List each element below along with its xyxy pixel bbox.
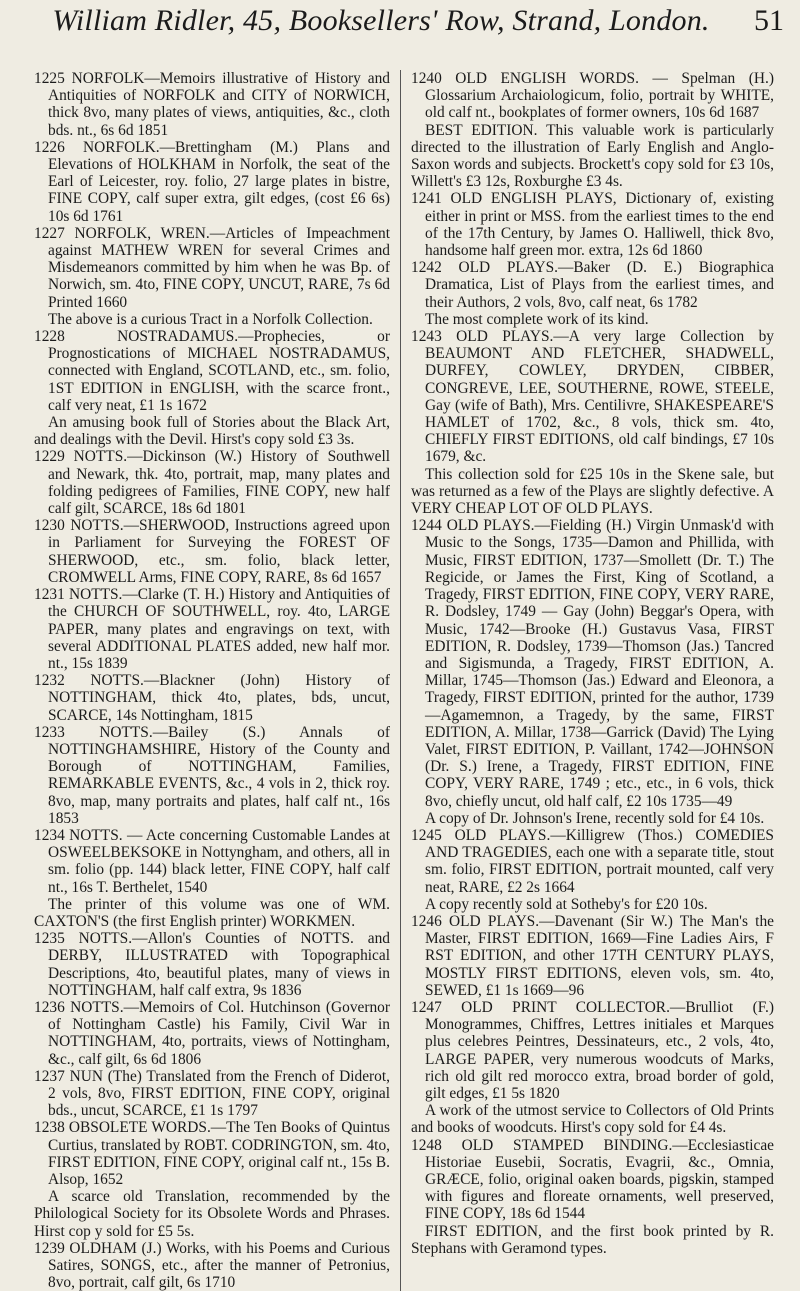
right-column bbox=[401, 70, 784, 1291]
catalogue-entry: 1243 OLD PLAYS.—A very large Collection by BEAUMONT AND FLETCHER, SHADWELL, DURFEY, COWLEY, DRYDEN, CIBBER, CONGREVE, LEE, SOUTHERNE, ROWE, STEELE, Gay (wife of Bath), Mrs. Centilivre, SHAKESPEARE'S HAMLET of 1702, &c., 8 vols, thick sm. 4to, CHIEFLY FIRST EDITIONS, old calf bindings, £7 10s 1679, &c. bbox=[411, 328, 774, 466]
catalogue-entry: 1229 NOTTS.—Dickinson (W.) History of Southwell and Newark, thk. 4to, portrait, map, many plates and folding pedigrees of Families, FINE COPY, new half calf gilt, SCARCE, 18s 6d 1801 bbox=[34, 448, 390, 518]
catalogue-entry: 1233 NOTTS.—Bailey (S.) Annals of NOTTINGHAMSHIRE, History of the County and Borough of NOTTINGHAM, Families, REMARKABLE EVENTS, &c., 4 vols in 2, thick roy. 8vo, map, many portraits and plates, half calf nt., 16s 1853 bbox=[34, 723, 390, 827]
catalogue-entry: 1234 NOTTS. — Acte concerning Customable Landes at OSWEELBEKSOKE in Nottyngham, and others, all in sm. folio (pp. 144) black letter, FINE COPY, half calf nt., 16s T. Berthelet, 1540 bbox=[34, 826, 390, 896]
catalogue-entry: 1248 OLD STAMPED BINDING.—Ecclesiasticae Historiae Eusebii, Socratis, Evagrii, &c., Omnia, GRÆCE, folio, original oaken boards, pigskin, stamped with figures and floreate ornaments, well preserved, FINE COPY, 18s 6d 1544 bbox=[411, 1136, 774, 1223]
catalogue-entry: 1247 OLD PRINT COLLECTOR.—Brulliot (F.) Monogrammes, Chiffres, Lettres initiales et Marques plus celebres Peintres, Dessinateurs, etc., 2 vols, 4to, LARGE PAPER, very numerous woodcuts of Marks, rich old gilt red morocco extra, broad border of gold, gilt edges, £1 5s 1820 bbox=[411, 998, 774, 1102]
catalogue-entry: 1244 OLD PLAYS.—Fielding (H.) Virgin Unmask'd with Music to the Songs, 1735—Damon and Phillida, with Music, FIRST EDITION, 1737—Smollett (Dr. T.) The Regicide, or James the First, King of Scotland, a Tragedy, FIRST EDITION, FINE COPY, VERY RARE, R. Dodsley, 1749 — Gay (John) Beggar's Opera, with Music, 1742—Brooke (H.) Gustavus Vasa, FIRST EDITION, R. Dodsley, 1739—Thomson (Jas.) Tancred and Sigismunda, a Tragedy, FIRST EDITION, A. Millar, 1745—Thomson (Jas.) Edward and Eleonora, a Tragedy, FIRST EDITION, printed for the author, 1739—Agamemnon, a Tragedy, by the same, FIRST EDITION, A. Millar, 1738—Garrick (David) The Lying Valet, FIRST EDITION, P. Vaillant, 1742—JOHNSON (Dr. S.) Irene, a Tragedy, FIRST EDITION, FINE COPY, VERY RARE, 1749 ; etc., etc., in 6 vols, thick 8vo, chiefly uncut, old half calf, £2 10s 1735—49 bbox=[411, 517, 774, 810]
catalogue-entry: 1228 NOSTRADAMUS.—Prophecies, or Prognostications of MICHAEL NOSTRADAMUS, connected with England, SCOTLAND, etc., sm. folio, 1ST EDITION in ENGLISH, with the scarce front., calf very neat, £1 1s 1672 bbox=[34, 328, 390, 414]
catalogue-entry: 1236 NOTTS.—Memoirs of Col. Hutchinson (Governor of Nottingham Castle) his Family, Civil War in NOTTINGHAM, 4to, portraits, views of Nottingham, &c., calf gilt, 6s 6d 1806 bbox=[34, 998, 390, 1068]
entry-note: The most complete work of its kind. bbox=[425, 310, 649, 328]
entry-note: BEST EDITION. This valuable work is particularly directed to the illustration of Early English and Anglo-Saxon words and subjects. Brockett's copy sold for £3 10s, Willett's £3 12s, Roxburghe £3 4s. bbox=[411, 121, 774, 191]
entry-note: A scarce old Translation, recommended by the Philological Society for its Obsolete Words and Phrases. Hirst cop y sold for £5 5s. bbox=[34, 1188, 390, 1240]
running-head bbox=[18, 0, 784, 70]
catalogue-entry: 1241 OLD ENGLISH PLAYS, Dictionary of, existing either in print or MSS. from the earliest times to the end of the 17th Century, by James O. Halliwell, thick 8vo, handsome half green mor. extra, 12s 6d 1860 bbox=[411, 190, 774, 260]
entry-note: A work of the utmost service to Collectors of Old Prints and books of woodcuts. Hirst's copy sold for £4 4s. bbox=[411, 1102, 774, 1137]
entry-note: FIRST EDITION, and the first book printed by R. Stephans with Geramond types. bbox=[411, 1222, 774, 1257]
entry-note: The printer of this volume was one of WM. CAXTON'S (the first English printer) WORKMEN. bbox=[34, 895, 390, 930]
catalogue-entry: 1225 NORFOLK—Memoirs illustrative of History and Antiquities of NORFOLK and CITY of NORWICH, thick 8vo, many plates of views, antiquities, &c., cloth bds. nt., 6s 6d 1851 bbox=[34, 70, 390, 139]
entry-note: An amusing book full of Stories about the Black Art, and dealings with the Devil. Hirst's copy sold £3 3s. bbox=[34, 414, 390, 449]
entry-note: The above is a curious Tract in a Norfolk Collection. bbox=[48, 310, 373, 328]
entry-note: This collection sold for £25 10s in the Skene sale, but was returned as a few of the Plays are slightly defective. A VERY CHEAP LOT OF OLD PLAYS. bbox=[411, 465, 774, 518]
catalogue-entry: 1237 NUN (The) Translated from the French of Diderot, 2 vols, 8vo, FIRST EDITION, FINE COPY, original bds., uncut, SCARCE, £1 1s 1797 bbox=[34, 1067, 390, 1120]
catalogue-entry: 1240 OLD ENGLISH WORDS. — Spelman (H.) Glossarium Archaiologicum, folio, portrait by WHITE, old calf nt., bookplates of former owners, 10s 6d 1687 bbox=[411, 70, 774, 122]
catalogue-entry: 1238 OBSOLETE WORDS.—The Ten Books of Quintus Curtius, translated by ROBT. CODRINGTON, sm. 4to, FIRST EDITION, FINE COPY, original calf nt., 15s B. Alsop, 1652 bbox=[34, 1119, 390, 1188]
entry-note: A copy of Dr. Johnson's Irene, recently sold for £4 10s. bbox=[425, 809, 765, 827]
catalogue-entry: 1246 OLD PLAYS.—Davenant (Sir W.) The Man's the Master, FIRST EDITION, 1669—Fine Ladies Airs, F RST EDITION, and other 17TH CENTURY PLAYS, MOSTLY FIRST EDITIONS, eleven vols, sm. 4to, SEWED, £1 1s 1669—96 bbox=[411, 912, 774, 999]
catalogue-entry: 1235 NOTTS.—Allon's Counties of NOTTS. and DERBY, ILLUSTRATED with Topographical Descriptions, 4to, beautiful plates, many of views in NOTTINGHAM, half calf extra, 9s 1836 bbox=[34, 930, 390, 999]
catalogue-entry: 1239 OLDHAM (J.) Works, with his Poems and Curious Satires, SONGS, etc., after the manner of Petronius, 8vo, portrait, calf gilt, 6s 1710 bbox=[34, 1239, 390, 1291]
catalogue-entry: 1242 OLD PLAYS.—Baker (D. E.) Biographica Dramatica, List of Plays from the earliest times, and their Authors, 2 vols, 8vo, calf neat, 6s 1782 bbox=[411, 259, 774, 311]
entry-note: A copy recently sold at Sotheby's for £20 10s. bbox=[425, 895, 708, 913]
catalogue-entry: 1245 OLD PLAYS.—Killigrew (Thos.) COMEDIES AND TRAGEDIES, each one with a separate title, stout sm. folio, FIRST EDITION, portrait mounted, calf very neat, RARE, £2 2s 1664 bbox=[411, 826, 774, 896]
catalogue-entry: 1226 NORFOLK.—Brettingham (M.) Plans and Elevations of HOLKHAM in Norfolk, the seat of the Earl of Leicester, roy. folio, 27 large plates in bistre, FINE COPY, calf super extra, gilt edges, (cost £6 6s) 10s 6d 1761 bbox=[34, 138, 390, 225]
catalogue-entry: 1227 NORFOLK, WREN.—Articles of Impeachment against MATHEW WREN for several Crimes and Misdemeanors committed by him when he was Bp. of Norwich, sm. 4to, FINE COPY, UNCUT, RARE, 7s 6d Printed 1660 bbox=[34, 224, 390, 311]
page-number: 51 bbox=[754, 4, 784, 37]
catalogue-entry: 1231 NOTTS.—Clarke (T. H.) History and Antiquities of the CHURCH OF SOUTHWELL, roy. 4to, LARGE PAPER, many plates and engravings on text, with several ADDITIONAL PLATES added, new half mor. nt., 15s 1839 bbox=[34, 586, 390, 672]
catalogue-columns bbox=[18, 70, 784, 1291]
catalogue-entry: 1232 NOTTS.—Blackner (John) History of NOTTINGHAM, thick 4to, plates, bds, uncut, SCARCE, 14s Nottingham, 1815 bbox=[34, 672, 390, 724]
left-column bbox=[18, 70, 401, 1291]
running-head-title: William Ridler, 45, Booksellers' Row, Strand, London. bbox=[52, 4, 710, 37]
catalogue-entry: 1230 NOTTS.—SHERWOOD, Instructions agreed upon in Parliament for Surveying the FOREST OF SHERWOOD, etc., sm. folio, black letter, CROMWELL Arms, FINE COPY, RARE, 8s 6d 1657 bbox=[34, 517, 390, 586]
